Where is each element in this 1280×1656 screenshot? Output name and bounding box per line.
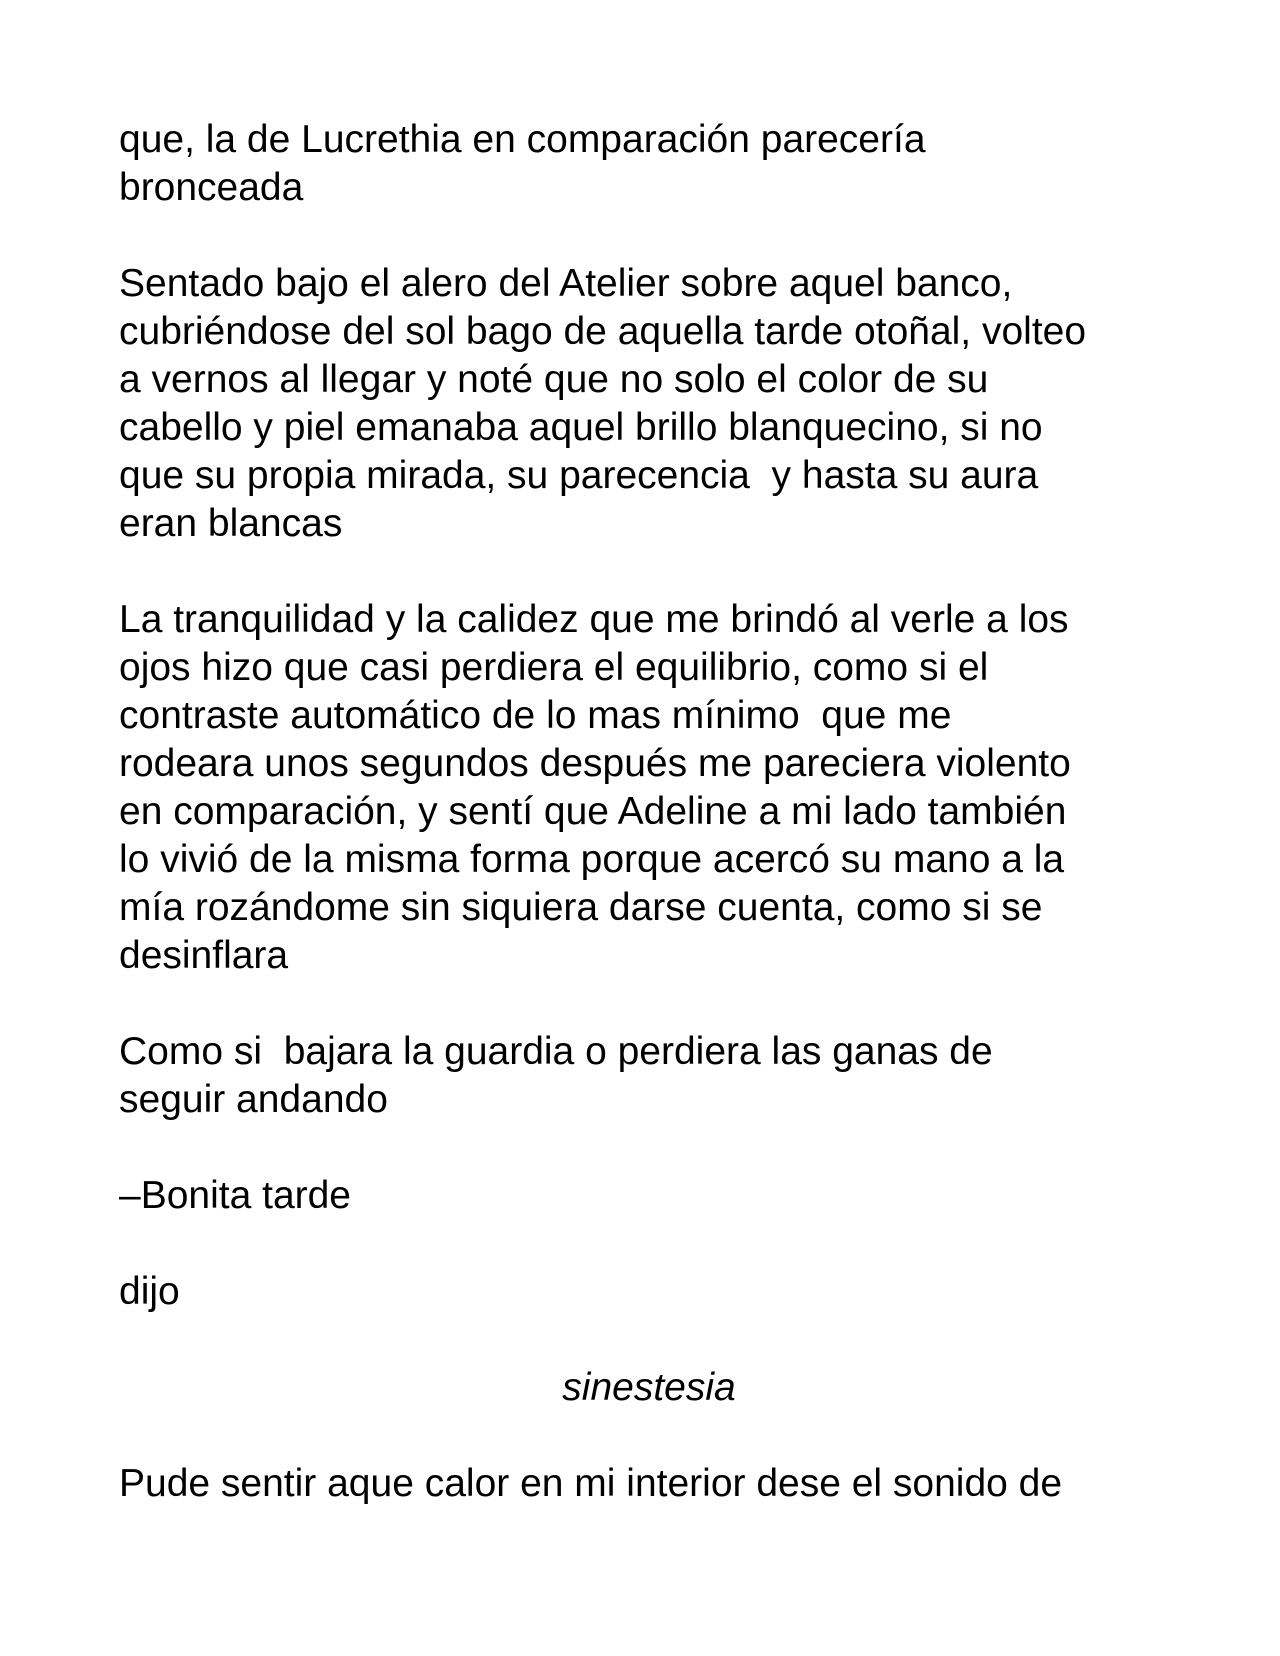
text-line: rodeara unos segundos después me pareciera violento xyxy=(119,742,1071,785)
text-line: mía rozándome sin siquiera darse cuenta, como si se xyxy=(119,886,1043,929)
text-line: Sentado bajo el alero del Atelier sobre aquel banco, xyxy=(119,262,1013,305)
paragraph-gap xyxy=(119,980,1179,1028)
paragraph-gap xyxy=(119,212,1179,260)
text-line: en comparación, y sentí que Adeline a mi lado también xyxy=(119,790,1067,833)
paragraph xyxy=(119,116,1179,212)
text-line: a vernos al llegar y noté que no solo el color de su xyxy=(119,358,989,401)
text-line: cubriéndose del sol bago de aquella tarde otoñal, volteo xyxy=(119,310,1087,353)
paragraph xyxy=(119,260,1179,548)
text-line: seguir andando xyxy=(119,1078,388,1121)
paragraph xyxy=(119,596,1179,980)
dialogue-line: –Bonita tarde xyxy=(119,1174,352,1217)
paragraph-gap xyxy=(119,1412,1179,1460)
paragraph-gap xyxy=(119,1124,1179,1172)
text-line: desinflara xyxy=(119,934,289,977)
text-line: Como si bajara la guardia o perdiera las ganas de xyxy=(119,1030,993,1073)
text-line: La tranquilidad y la calidez que me brindó al verle a los xyxy=(119,598,1069,641)
dialogue-tag: dijo xyxy=(119,1270,180,1313)
text-line: Pude sentir aque calor en mi interior dese el sonido de xyxy=(119,1462,1063,1505)
text-line: contraste automático de lo mas mínimo que me xyxy=(119,694,952,737)
paragraph-gap xyxy=(119,548,1179,596)
text-line: ojos hizo que casi perdiera el equilibrio, como si el xyxy=(119,646,989,689)
text-line: que, la de Lucrethia en comparación parecería xyxy=(119,118,926,161)
section-heading: sinestesia xyxy=(562,1366,736,1409)
document-body xyxy=(119,116,1179,1508)
text-line: bronceada xyxy=(119,166,304,209)
text-line: cabello y piel emanaba aquel brillo blanquecino, si no xyxy=(119,406,1043,449)
text-line: lo vivió de la misma forma porque acercó su mano a la xyxy=(119,838,1065,881)
text-line: eran blancas xyxy=(119,502,343,545)
paragraph-gap xyxy=(119,1220,1179,1268)
paragraph xyxy=(119,1028,1179,1124)
text-line: que su propia mirada, su parecencia y hasta su aura xyxy=(119,454,1039,497)
paragraph-gap xyxy=(119,1316,1179,1364)
